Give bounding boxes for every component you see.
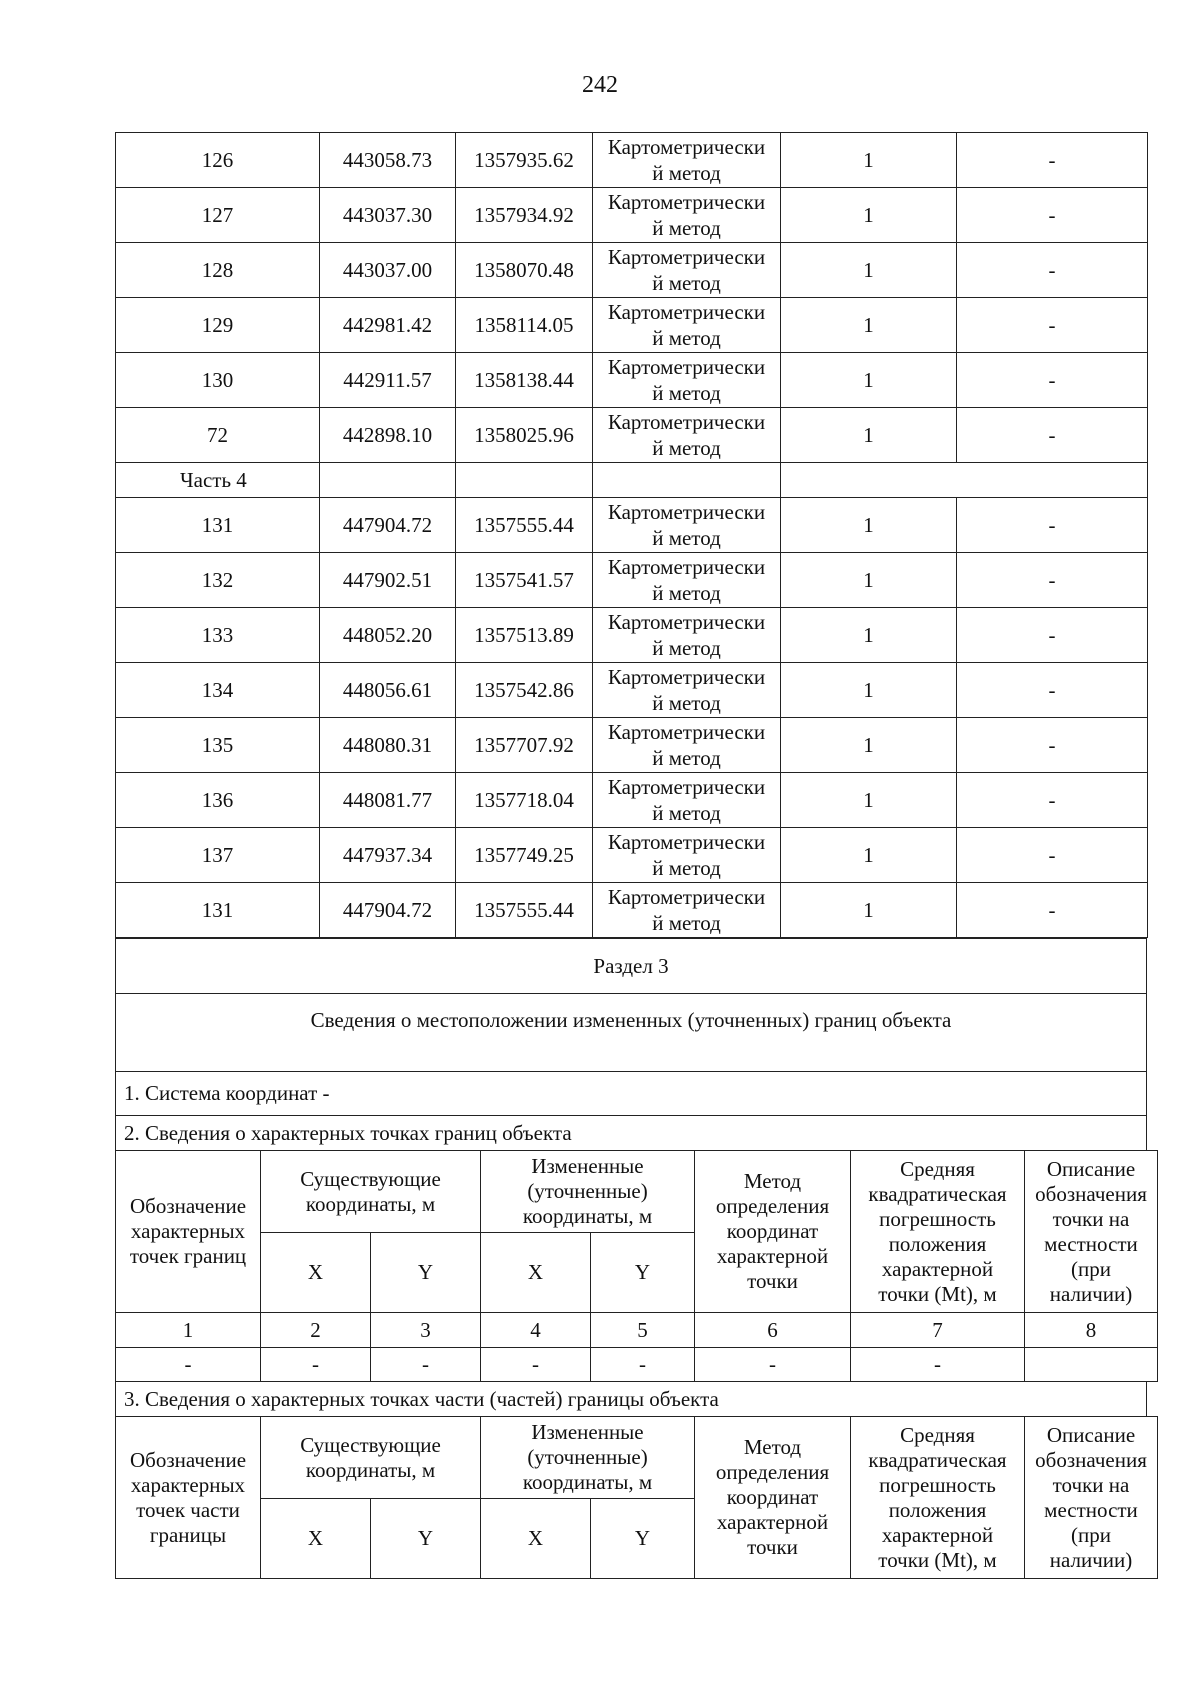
method-cell: Картометрически й метод	[593, 608, 781, 663]
table-row	[116, 243, 1148, 298]
description-header: Описание обозначения точки на местности (при наличии)	[1025, 1151, 1158, 1313]
error-value: 1	[781, 663, 957, 718]
point-number: 132	[116, 553, 320, 608]
column-number: 8	[1025, 1313, 1158, 1348]
method-cell: Картометрически й метод	[593, 553, 781, 608]
description-value: -	[957, 408, 1148, 463]
error-value: 1	[781, 133, 957, 188]
description-value: -	[957, 773, 1148, 828]
error-value: 1	[781, 188, 957, 243]
error-value: 1	[781, 883, 957, 938]
column-number: 5	[591, 1313, 695, 1348]
column-number: 2	[261, 1313, 371, 1348]
table-row	[116, 718, 1148, 773]
description-value: -	[957, 188, 1148, 243]
error-value: 1	[781, 408, 957, 463]
column-number: 7	[851, 1313, 1025, 1348]
method-cell: Картометрически й метод	[593, 773, 781, 828]
y-axis-label: Y	[371, 1233, 481, 1313]
x-coordinate: 448081.77	[320, 773, 456, 828]
y-coordinate: 1357718.04	[456, 773, 593, 828]
error-value: 1	[781, 553, 957, 608]
error-value: 1	[781, 608, 957, 663]
y-coordinate: 1357935.62	[456, 133, 593, 188]
x-coordinate: 448052.20	[320, 608, 456, 663]
y-coordinate: 1358138.44	[456, 353, 593, 408]
description-value: -	[957, 298, 1148, 353]
y-coordinate: 1357542.86	[456, 663, 593, 718]
page-number: 242	[582, 72, 618, 98]
x-coordinate: 442911.57	[320, 353, 456, 408]
header-row	[116, 1151, 1158, 1233]
empty-cell	[1025, 1348, 1158, 1382]
empty-cell: -	[481, 1348, 591, 1382]
y-coordinate: 1357555.44	[456, 883, 593, 938]
y-coordinate: 1357934.92	[456, 188, 593, 243]
method-cell: Картометрически й метод	[593, 133, 781, 188]
table-row	[116, 298, 1148, 353]
x-axis-label: X	[481, 1499, 591, 1579]
method-header: Метод определения координат характерной точки	[695, 1417, 851, 1579]
table-row	[116, 133, 1148, 188]
description-value: -	[957, 718, 1148, 773]
points-table	[115, 1150, 1158, 1382]
x-coordinate: 442981.42	[320, 298, 456, 353]
y-axis-label: Y	[591, 1233, 695, 1313]
error-value: 1	[781, 243, 957, 298]
x-coordinate: 447904.72	[320, 498, 456, 553]
empty-cell: -	[851, 1348, 1025, 1382]
x-coordinate: 443037.00	[320, 243, 456, 298]
description-value: -	[957, 608, 1148, 663]
x-coordinate: 442898.10	[320, 408, 456, 463]
empty-data-row	[116, 1348, 1158, 1382]
empty-cell: -	[116, 1348, 261, 1382]
point-number: 131	[116, 883, 320, 938]
method-cell: Картометрически й метод	[593, 828, 781, 883]
method-cell: Картометрически й метод	[593, 243, 781, 298]
method-cell: Картометрически й метод	[593, 883, 781, 938]
column-number: 6	[695, 1313, 851, 1348]
point-number: 131	[116, 498, 320, 553]
description-value: -	[957, 553, 1148, 608]
part-row	[116, 463, 1148, 498]
y-axis-label: Y	[371, 1499, 481, 1579]
parts-heading-table	[115, 1381, 1147, 1417]
empty-cell: -	[261, 1348, 371, 1382]
y-coordinate: 1358114.05	[456, 298, 593, 353]
column-number: 1	[116, 1313, 261, 1348]
points-heading: 2. Сведения о характерных точках границ объекта	[116, 1116, 1147, 1151]
y-coordinate: 1358070.48	[456, 243, 593, 298]
x-coordinate: 447904.72	[320, 883, 456, 938]
y-coordinate: 1357513.89	[456, 608, 593, 663]
x-coordinate: 447937.34	[320, 828, 456, 883]
y-coordinate: 1357749.25	[456, 828, 593, 883]
method-cell: Картометрически й метод	[593, 188, 781, 243]
table-row	[116, 353, 1148, 408]
point-number: 128	[116, 243, 320, 298]
description-header: Описание обозначения точки на местности (при наличии)	[1025, 1417, 1158, 1579]
empty-cell: -	[371, 1348, 481, 1382]
empty-cell: -	[591, 1348, 695, 1382]
designation-header: Обозначение характерных точек части границы	[116, 1417, 261, 1579]
y-coordinate: 1357555.44	[456, 498, 593, 553]
error-header: Средняя квадратическая погрешность положения характерной точки (Mt), м	[851, 1417, 1025, 1579]
point-number: 129	[116, 298, 320, 353]
y-coordinate: 1357541.57	[456, 553, 593, 608]
description-value: -	[957, 243, 1148, 298]
y-coordinate: 1357707.92	[456, 718, 593, 773]
method-cell: Картометрически й метод	[593, 663, 781, 718]
section-3-table	[115, 938, 1147, 1151]
point-number: 134	[116, 663, 320, 718]
x-coordinate: 443037.30	[320, 188, 456, 243]
table-row	[116, 188, 1148, 243]
coordinate-system: 1. Система координат -	[116, 1072, 1147, 1116]
point-number: 133	[116, 608, 320, 663]
point-number: 127	[116, 188, 320, 243]
error-value: 1	[781, 828, 957, 883]
point-number: 137	[116, 828, 320, 883]
x-coordinate: 448056.61	[320, 663, 456, 718]
table-row	[116, 553, 1148, 608]
error-value: 1	[781, 353, 957, 408]
description-value: -	[957, 828, 1148, 883]
changed-coords-header: Измененные (уточненные) координаты, м	[481, 1417, 695, 1499]
x-axis-label: X	[481, 1233, 591, 1313]
error-header: Средняя квадратическая погрешность положения характерной точки (Mt), м	[851, 1151, 1025, 1313]
x-axis-label: X	[261, 1233, 371, 1313]
x-axis-label: X	[261, 1499, 371, 1579]
existing-coords-header: Существующие координаты, м	[261, 1417, 481, 1499]
x-coordinate: 443058.73	[320, 133, 456, 188]
table-row	[116, 408, 1148, 463]
description-value: -	[957, 498, 1148, 553]
method-cell: Картометрически й метод	[593, 408, 781, 463]
description-value: -	[957, 133, 1148, 188]
table-row	[116, 498, 1148, 553]
point-number: 126	[116, 133, 320, 188]
table-row	[116, 608, 1148, 663]
table-row	[116, 663, 1148, 718]
header-row	[116, 1417, 1158, 1499]
parts-heading: 3. Сведения о характерных точках части (частей) границы объекта	[116, 1382, 1147, 1417]
column-number: 3	[371, 1313, 481, 1348]
designation-header: Обозначение характерных точек границ	[116, 1151, 261, 1313]
method-header: Метод определения координат характерной точки	[695, 1151, 851, 1313]
section-title: Раздел 3	[116, 939, 1147, 994]
point-number: 72	[116, 408, 320, 463]
part-label: Часть 4	[116, 463, 320, 498]
table-row	[116, 773, 1148, 828]
existing-coords-header: Существующие координаты, м	[261, 1151, 481, 1233]
point-number: 135	[116, 718, 320, 773]
column-numbers-row	[116, 1313, 1158, 1348]
x-coordinate: 447902.51	[320, 553, 456, 608]
error-value: 1	[781, 298, 957, 353]
point-number: 130	[116, 353, 320, 408]
description-value: -	[957, 883, 1148, 938]
section-subtitle: Сведения о местоположении измененных (уточненных) границ объекта	[116, 994, 1147, 1072]
column-number: 4	[481, 1313, 591, 1348]
description-value: -	[957, 353, 1148, 408]
error-value: 1	[781, 718, 957, 773]
x-coordinate: 448080.31	[320, 718, 456, 773]
y-coordinate: 1358025.96	[456, 408, 593, 463]
parts-points-table	[115, 1416, 1158, 1579]
method-cell: Картометрически й метод	[593, 353, 781, 408]
method-cell: Картометрически й метод	[593, 718, 781, 773]
table-row	[116, 883, 1148, 938]
method-cell: Картометрически й метод	[593, 298, 781, 353]
error-value: 1	[781, 773, 957, 828]
y-axis-label: Y	[591, 1499, 695, 1579]
description-value: -	[957, 663, 1148, 718]
coordinates-table	[115, 132, 1148, 938]
point-number: 136	[116, 773, 320, 828]
error-value: 1	[781, 498, 957, 553]
empty-cell: -	[695, 1348, 851, 1382]
table-row	[116, 828, 1148, 883]
changed-coords-header: Измененные (уточненные) координаты, м	[481, 1151, 695, 1233]
method-cell: Картометрически й метод	[593, 498, 781, 553]
